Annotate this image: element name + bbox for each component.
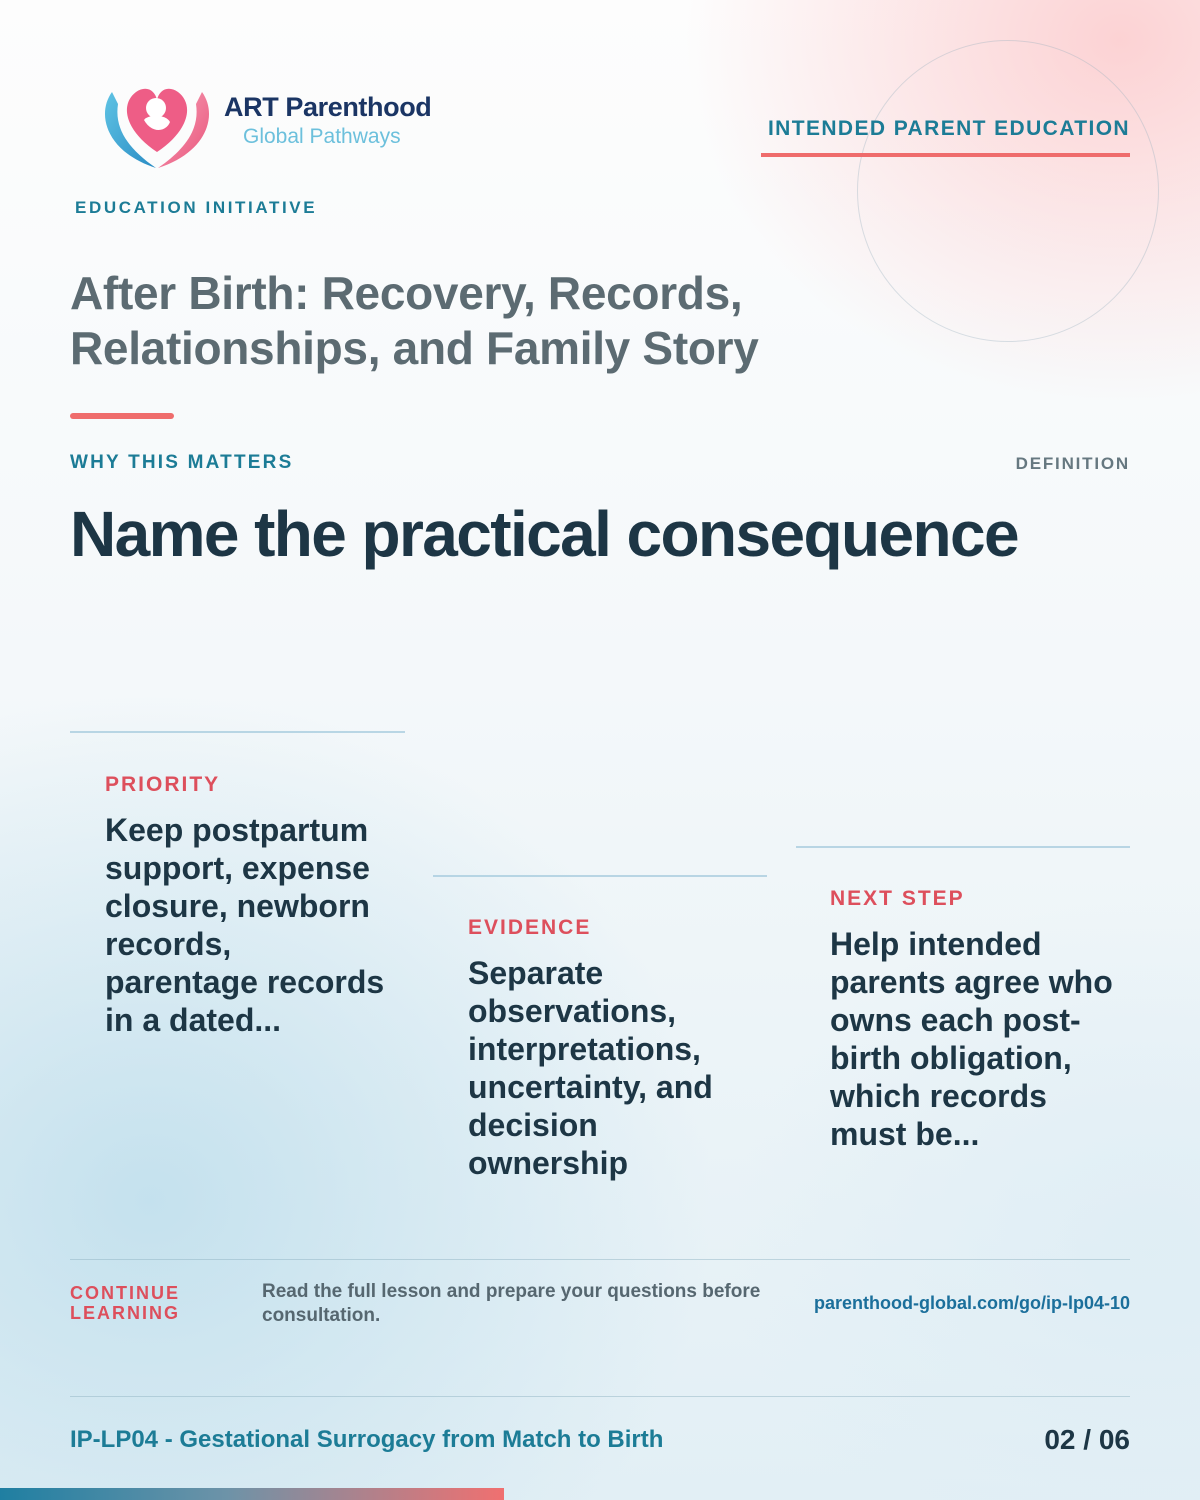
card-label-priority: PRIORITY: [105, 773, 221, 796]
initiative-label: EDUCATION INITIATIVE: [75, 198, 318, 217]
card-label-next-step: NEXT STEP: [830, 887, 965, 910]
card-text-priority: Keep postpartum support, expense closure, newborn records, parentage records in a dated...: [105, 812, 385, 1038]
card-divider: [433, 875, 767, 877]
cta-text: Read the full lesson and prepare your questions before consultation.: [262, 1281, 761, 1326]
brand-name: ART Parenthood: [224, 92, 432, 122]
continue-learning-label: CONTINUE LEARNING: [70, 1283, 180, 1323]
card-label-evidence: EVIDENCE: [468, 916, 592, 939]
bottom-progress-bar: [0, 1488, 504, 1500]
section-label: WHY THIS MATTERS: [70, 452, 294, 473]
section-type: DEFINITION: [1015, 454, 1130, 473]
top-tag-underline: [761, 153, 1130, 157]
lesson-link[interactable]: parenthood-global.com/go/ip-lp04-10: [813, 1293, 1130, 1313]
card-text-evidence: Separate observations, interpretations, uncertainty, and decision ownership: [468, 955, 713, 1181]
decorative-circle: [857, 40, 1159, 342]
lesson-title: After Birth: Recovery, Records, Relationships, and Family Story: [70, 267, 759, 374]
headline: Name the practical consequence: [70, 498, 1018, 570]
title-accent-bar: [70, 413, 174, 419]
logo-heart-hands-icon: [100, 74, 214, 170]
top-category-tag: INTENDED PARENT EDUCATION: [767, 117, 1130, 140]
card-divider: [70, 731, 405, 733]
card-text-next-step: Help intended parents agree who owns each post-birth obligation, which records must be...: [830, 926, 1113, 1152]
card-divider: [796, 846, 1130, 848]
course-title: IP-LP04 - Gestational Surrogacy from Match to Birth: [70, 1426, 664, 1453]
footer-divider: [70, 1396, 1130, 1397]
brand-subtitle: Global Pathways: [243, 125, 401, 148]
section-divider: [70, 1259, 1130, 1260]
page-number: 02 / 06: [1044, 1424, 1130, 1455]
